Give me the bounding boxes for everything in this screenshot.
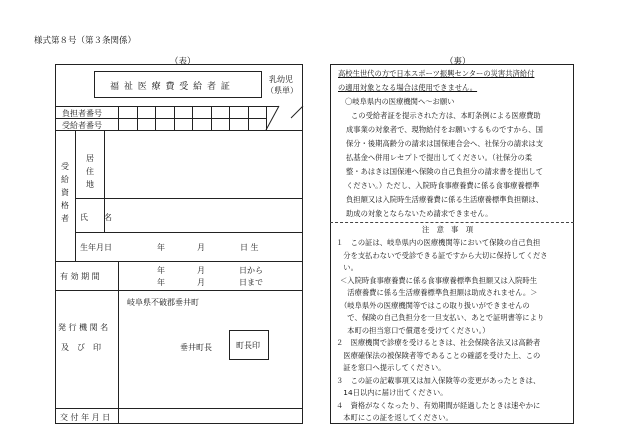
qualified-person-label: 受 給 資 格 者 bbox=[61, 162, 69, 223]
notice-line-1: 高校生世代の方で日本スポーツ振興センターの災害共済給付 bbox=[338, 69, 535, 78]
issue-date-label: 交 付 年 月 日 bbox=[60, 413, 111, 422]
notes-title: 注 意 事 項 bbox=[422, 225, 474, 234]
validity-to-month: 月 bbox=[197, 278, 205, 287]
name-label: 氏 名 bbox=[80, 213, 112, 222]
birth-day: 日 生 bbox=[240, 243, 259, 252]
validity-from-year: 年 bbox=[157, 266, 165, 275]
recipient-number-label: 受給者番号 bbox=[62, 121, 102, 130]
back-side-label: （裏） bbox=[445, 57, 471, 67]
issuer-address: 岐阜県不破郡垂井町 bbox=[127, 298, 199, 307]
seal-label: 及 び 印 bbox=[61, 343, 101, 352]
validity-from-month: 月 bbox=[197, 266, 205, 275]
birth-year: 年 bbox=[157, 243, 165, 252]
category-line2: （県単） bbox=[266, 86, 298, 95]
mayor-seal: 町長印 bbox=[236, 341, 260, 350]
insurer-number-label: 負担者番号 bbox=[62, 109, 102, 118]
form-number: 様式第８号（第３条関係） bbox=[34, 36, 137, 46]
section-title: 〇岐阜県内の医療機関へ～お願い bbox=[345, 97, 455, 106]
front-side-label: （表） bbox=[170, 57, 196, 67]
notice-line-2: の適用対象となる場合は使用できません。 bbox=[338, 83, 478, 92]
category-line1: 乳幼児 bbox=[269, 75, 293, 84]
birth-date-label: 生年月日 bbox=[80, 243, 112, 252]
corner-diagonal bbox=[265, 105, 305, 132]
birth-month: 月 bbox=[197, 243, 205, 252]
validity-from-day: 日から bbox=[239, 266, 263, 275]
validity-to-day: 日まで bbox=[239, 278, 263, 287]
address-label: 居 住 地 bbox=[86, 154, 94, 189]
certificate-title: 福 祉 医 療 費 受 給 者 証 bbox=[110, 82, 231, 92]
mayor-title: 垂井町長 bbox=[180, 343, 212, 352]
validity-period-label: 有 効 期 間 bbox=[60, 272, 100, 281]
issuer-label: 発 行 機 関 名 bbox=[58, 323, 109, 332]
validity-to-year: 年 bbox=[157, 278, 165, 287]
